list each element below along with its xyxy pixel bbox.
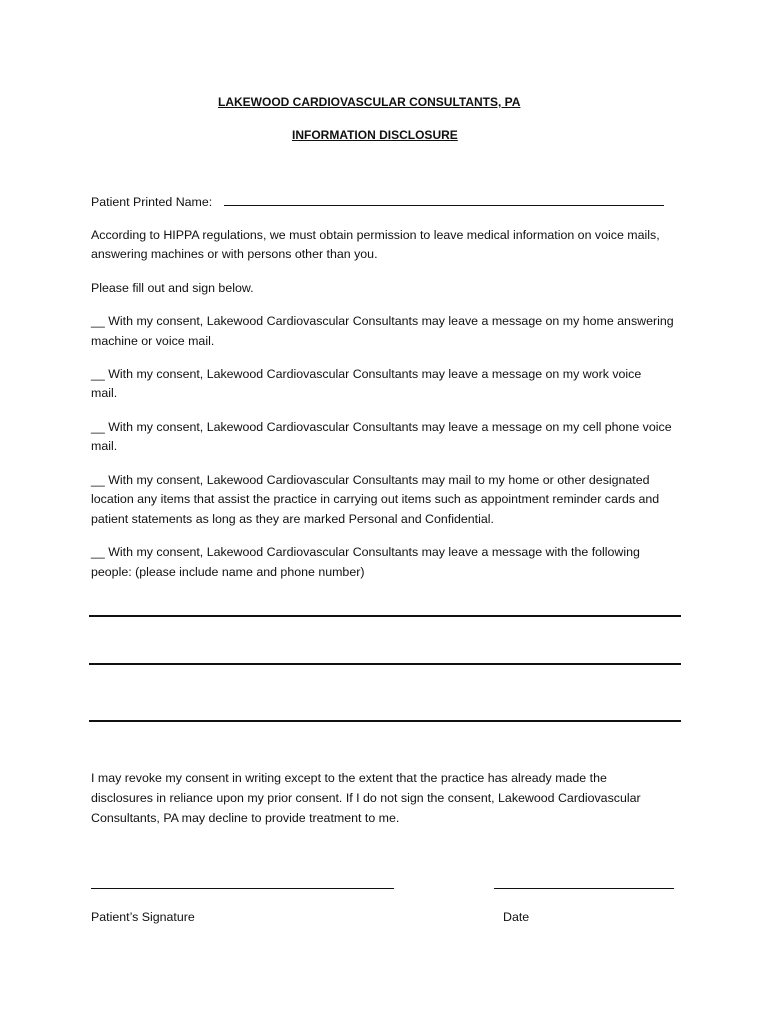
consent-mail-line-1[interactable]: __ With my consent, Lakewood Cardiovascular Consultants may mail to my home or other designated bbox=[91, 473, 650, 487]
organization-name: LAKEWOOD CARDIOVASCULAR CONSULTANTS, PA bbox=[218, 95, 521, 109]
date-field[interactable] bbox=[494, 888, 674, 889]
form-title: INFORMATION DISCLOSURE bbox=[292, 128, 458, 142]
revocation-line-2: disclosures in reliance upon my prior consent. If I do not sign the consent, Lakewood Cardiovascular bbox=[91, 791, 641, 805]
consent-home-line-1[interactable]: __ With my consent, Lakewood Cardiovascular Consultants may leave a message on my home answering bbox=[91, 314, 674, 328]
intro-line-2: answering machines or with persons other than you. bbox=[91, 247, 378, 261]
date-label: Date bbox=[503, 910, 530, 924]
consent-work-line-2: mail. bbox=[91, 386, 118, 400]
signature-field[interactable] bbox=[91, 888, 394, 889]
consent-cell-line-1[interactable]: __ With my consent, Lakewood Cardiovascular Consultants may leave a message on my cell phone voice bbox=[91, 420, 672, 434]
revocation-line-3: Consultants, PA may decline to provide treatment to me. bbox=[91, 811, 400, 825]
contact-entry-line[interactable] bbox=[89, 615, 681, 617]
consent-mail-line-2: location any items that assist the practice in carrying out items such as appointment reminder cards and bbox=[91, 492, 660, 506]
signature-label: Patient’s Signature bbox=[91, 910, 195, 924]
consent-people-line-1[interactable]: __ With my consent, Lakewood Cardiovascular Consultants may leave a message with the following bbox=[91, 545, 640, 559]
consent-people-line-2: people: (please include name and phone number) bbox=[91, 565, 365, 579]
instruction-text: Please fill out and sign below. bbox=[91, 281, 254, 295]
revocation-line-1: I may revoke my consent in writing except to the extent that the practice has already made the bbox=[91, 771, 607, 785]
consent-home-line-2: machine or voice mail. bbox=[91, 334, 215, 348]
intro-line-1: According to HIPPA regulations, we must obtain permission to leave medical information on voice mails, bbox=[91, 228, 660, 242]
contact-entry-line[interactable] bbox=[89, 663, 681, 665]
contact-entry-line[interactable] bbox=[89, 720, 681, 722]
consent-mail-line-3: patient statements as long as they are marked Personal and Confidential. bbox=[91, 512, 494, 526]
patient-name-field[interactable] bbox=[224, 205, 664, 206]
consent-work-line-1[interactable]: __ With my consent, Lakewood Cardiovascular Consultants may leave a message on my work voice bbox=[91, 367, 642, 381]
consent-cell-line-2: mail. bbox=[91, 439, 118, 453]
patient-name-label: Patient Printed Name: bbox=[91, 195, 213, 209]
